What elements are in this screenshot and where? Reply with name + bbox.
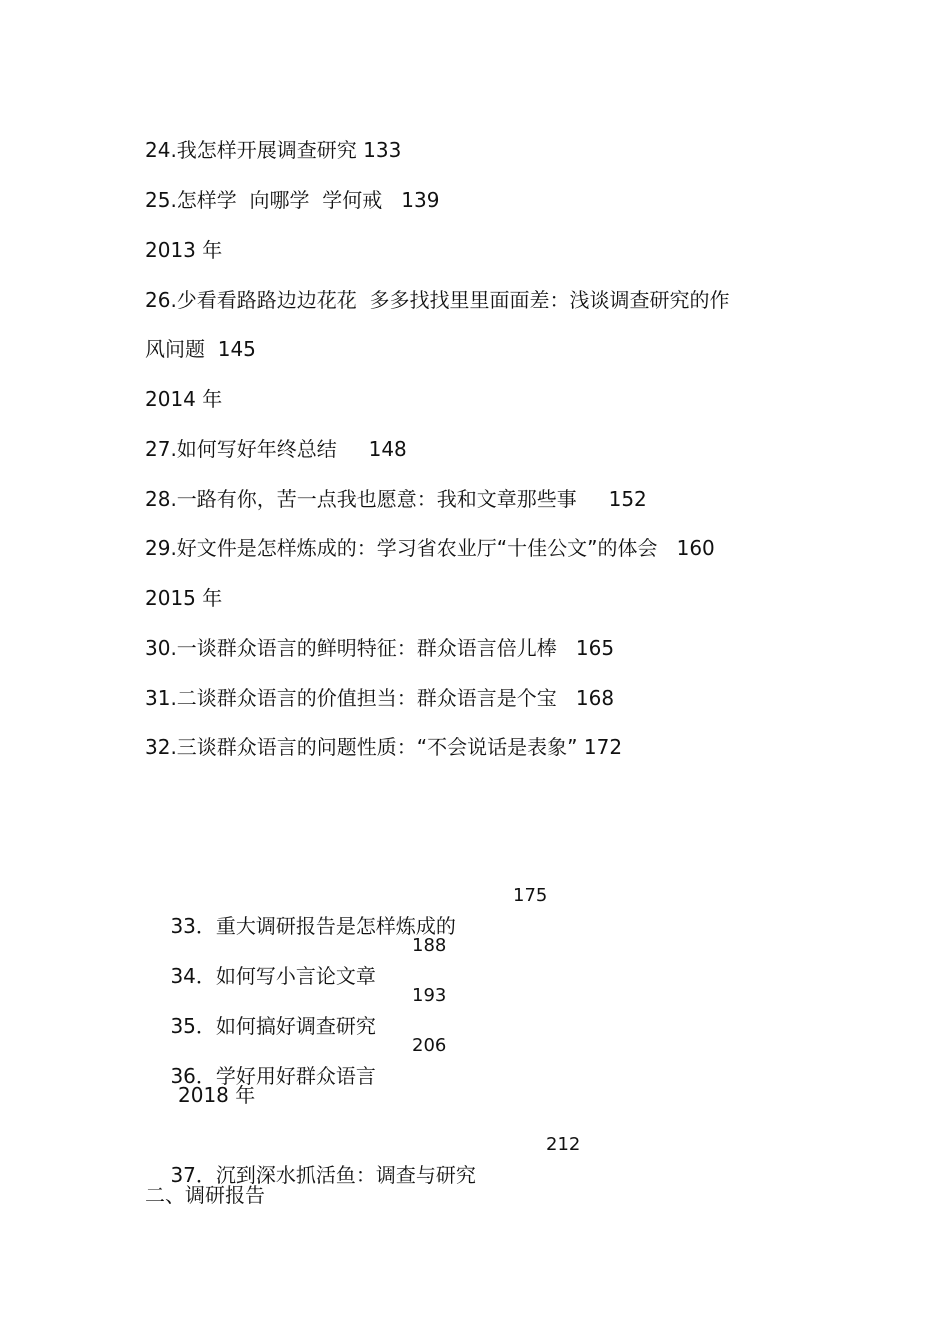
toc-entry-36-title: 36．学好用好群众语言	[170, 1064, 376, 1088]
toc-entry-36-page: 206	[412, 1035, 447, 1056]
toc-entry-24: 24.我怎样开展调查研究 133	[145, 138, 402, 162]
toc-entry-26-line1: 26.少看看路路边边花花 多多找找里里面面差：浅谈调查研究的作	[145, 288, 730, 312]
toc-entry-30: 30.一谈群众语言的鲜明特征：群众语言倍儿棒 165	[145, 636, 615, 660]
toc-entry-33-title: 33．重大调研报告是怎样炼成的	[170, 914, 456, 938]
toc-entry-26-line2: 风问题 145	[145, 337, 256, 361]
toc-entry-27: 27.如何写好年终总结 148	[145, 437, 407, 461]
toc-entry-33	[145, 881, 565, 938]
toc-entry-36	[145, 1031, 565, 1088]
toc-entry-37	[145, 1130, 605, 1187]
section-heading-research-reports: 二、调研报告	[145, 1183, 265, 1207]
toc-entry-35	[145, 981, 565, 1038]
toc-entry-37-page: 212	[546, 1134, 581, 1155]
toc-entry-31: 31.二谈群众语言的价值担当：群众语言是个宝 168	[145, 686, 615, 710]
toc-entry-35-title: 35．如何搞好调查研究	[170, 1014, 376, 1038]
toc-entry-32: 32.三谈群众语言的问题性质：“不会说话是表象” 172	[145, 735, 623, 759]
toc-entry-28: 28.一路有你，苦一点我也愿意：我和文章那些事 152	[145, 487, 647, 511]
toc-entry-29: 29.好文件是怎样炼成的：学习省农业厅“十佳公文”的体会 160	[145, 536, 715, 560]
year-heading-2015: 2015 年	[145, 586, 223, 610]
toc-entry-34	[145, 931, 565, 988]
year-heading-2013: 2013 年	[145, 238, 223, 262]
toc-entry-34-title: 34．如何写小言论文章	[170, 964, 376, 988]
toc-entry-33-page: 175	[513, 885, 548, 906]
toc-entry-25: 25.怎样学 向哪学 学何戒 139	[145, 188, 440, 212]
toc-entry-34-page: 188	[412, 935, 447, 956]
year-heading-2018: 2018 年	[178, 1083, 256, 1107]
toc-entry-37-title: 37．沉到深水抓活鱼：调查与研究	[170, 1163, 476, 1187]
toc-entry-35-page: 193	[412, 985, 447, 1006]
year-heading-2014: 2014 年	[145, 387, 223, 411]
